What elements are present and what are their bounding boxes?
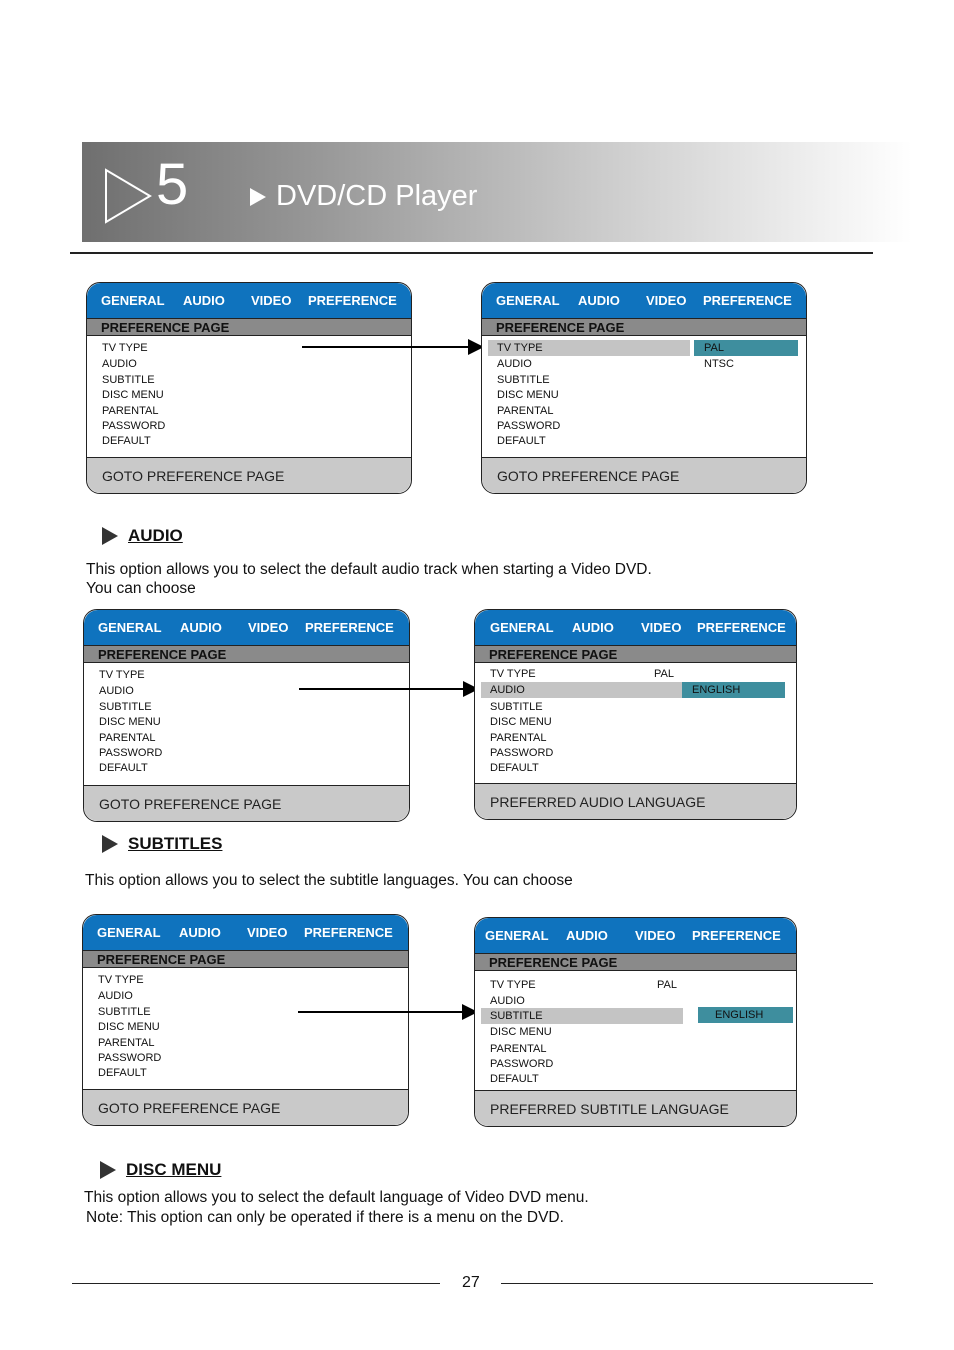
- arrow-subtitle: [298, 1011, 476, 1013]
- menu-item-parental[interactable]: PARENTAL: [490, 732, 547, 744]
- menu-item-subtitle[interactable]: SUBTITLE: [102, 374, 155, 386]
- page-number: 27: [462, 1274, 480, 1291]
- menu-item-tv-type[interactable]: TV TYPE: [490, 668, 536, 680]
- menu-item-password[interactable]: PASSWORD: [102, 420, 166, 432]
- tab-general[interactable]: GENERAL: [485, 928, 549, 943]
- menu-tabs: [87, 283, 411, 318]
- section-heading-disc-menu: DISC MENU: [100, 1160, 221, 1180]
- tab-audio[interactable]: AUDIO: [179, 925, 221, 940]
- option-ntsc[interactable]: NTSC: [704, 358, 734, 370]
- menu-item-disc-menu[interactable]: DISC MENU: [490, 1026, 552, 1038]
- tv-type-value: PAL: [657, 979, 677, 991]
- menu-item-disc-menu[interactable]: DISC MENU: [102, 389, 164, 401]
- menu-item-default[interactable]: DEFAULT: [490, 1073, 539, 1085]
- tab-general[interactable]: GENERAL: [490, 620, 554, 635]
- section-heading-audio: AUDIO: [102, 526, 183, 546]
- chapter-title: [250, 180, 477, 213]
- play-icon: [102, 835, 118, 853]
- page-header: PREFERENCE PAGE: [475, 645, 796, 663]
- footer-rule-left: [72, 1283, 440, 1284]
- menu-item-subtitle[interactable]: SUBTITLE: [497, 374, 550, 386]
- play-icon: [250, 188, 266, 206]
- tab-general[interactable]: GENERAL: [98, 620, 162, 635]
- menu-tv-left: [86, 282, 412, 494]
- chapter-header: [82, 142, 912, 242]
- menu-item-audio[interactable]: AUDIO: [98, 990, 133, 1002]
- menu-item-default[interactable]: DEFAULT: [497, 435, 546, 447]
- section-heading-subtitles: SUBTITLES: [102, 834, 222, 854]
- menu-tabs: [84, 610, 409, 645]
- page-header: PREFERENCE PAGE: [83, 950, 408, 968]
- menu-item-parental[interactable]: PARENTAL: [99, 732, 156, 744]
- option-pal-selected[interactable]: PAL: [694, 340, 798, 356]
- tab-audio[interactable]: AUDIO: [578, 293, 620, 308]
- menu-item-parental[interactable]: PARENTAL: [490, 1043, 547, 1055]
- tab-audio[interactable]: AUDIO: [566, 928, 608, 943]
- menu-item-disc-menu[interactable]: DISC MENU: [99, 716, 161, 728]
- menu-item-default[interactable]: DEFAULT: [98, 1067, 147, 1079]
- page-header: PREFERENCE PAGE: [475, 953, 796, 971]
- subtitles-description: This option allows you to select the subtitle languages. You can choose: [85, 872, 573, 889]
- tab-preference[interactable]: PREFERENCE: [697, 620, 786, 635]
- menu-item-password[interactable]: PASSWORD: [98, 1052, 162, 1064]
- menu-item-disc-menu[interactable]: DISC MENU: [497, 389, 559, 401]
- tab-preference[interactable]: PREFERENCE: [308, 293, 397, 308]
- menu-item-parental[interactable]: PARENTAL: [98, 1037, 155, 1049]
- tab-general[interactable]: GENERAL: [97, 925, 161, 940]
- play-icon: [102, 527, 118, 545]
- menu-item-subtitle[interactable]: SUBTITLE: [490, 701, 543, 713]
- menu-footer: GOTO PREFERENCE PAGE: [87, 457, 411, 493]
- menu-item-audio[interactable]: AUDIO: [490, 684, 525, 696]
- menu-subtitle-left: [82, 914, 409, 1126]
- menu-item-parental[interactable]: PARENTAL: [497, 405, 554, 417]
- footer-rule-right: [501, 1283, 873, 1284]
- tab-preference[interactable]: PREFERENCE: [305, 620, 394, 635]
- option-english-selected[interactable]: ENGLISH: [698, 1007, 793, 1023]
- page-header: PREFERENCE PAGE: [84, 645, 409, 663]
- tab-general[interactable]: GENERAL: [496, 293, 560, 308]
- tab-preference[interactable]: PREFERENCE: [703, 293, 792, 308]
- tab-video[interactable]: VIDEO: [248, 620, 289, 635]
- tab-audio[interactable]: AUDIO: [183, 293, 225, 308]
- page-header: PREFERENCE PAGE: [87, 318, 411, 336]
- menu-item-default[interactable]: DEFAULT: [102, 435, 151, 447]
- menu-audio-right: [474, 609, 797, 820]
- tab-video[interactable]: VIDEO: [251, 293, 292, 308]
- tv-type-value: PAL: [654, 668, 674, 680]
- menu-footer: GOTO PREFERENCE PAGE: [83, 1089, 408, 1125]
- menu-item-audio[interactable]: AUDIO: [497, 358, 532, 370]
- tab-preference[interactable]: PREFERENCE: [692, 928, 781, 943]
- menu-item-parental[interactable]: PARENTAL: [102, 405, 159, 417]
- arrow-tv: [302, 346, 482, 348]
- menu-item-subtitle[interactable]: SUBTITLE: [99, 701, 152, 713]
- audio-description-2: You can choose: [86, 580, 196, 597]
- menu-footer: PREFERRED AUDIO LANGUAGE: [475, 783, 796, 819]
- menu-tabs: [83, 915, 408, 950]
- menu-subtitle-right: [474, 917, 797, 1127]
- tab-audio[interactable]: AUDIO: [572, 620, 614, 635]
- tab-audio[interactable]: AUDIO: [180, 620, 222, 635]
- tab-video[interactable]: VIDEO: [247, 925, 288, 940]
- tab-video[interactable]: VIDEO: [641, 620, 682, 635]
- disc-menu-note: Note: This option can only be operated if there is a menu on the DVD.: [86, 1209, 564, 1226]
- chapter-number: 5: [156, 152, 189, 217]
- menu-item-password[interactable]: PASSWORD: [490, 1058, 554, 1070]
- menu-audio-left: [83, 609, 410, 822]
- menu-tabs: [482, 283, 806, 318]
- menu-footer: GOTO PREFERENCE PAGE: [482, 457, 806, 493]
- menu-item-disc-menu[interactable]: DISC MENU: [490, 716, 552, 728]
- menu-footer: GOTO PREFERENCE PAGE: [84, 785, 409, 821]
- tab-general[interactable]: GENERAL: [101, 293, 165, 308]
- menu-item-audio[interactable]: AUDIO: [102, 358, 137, 370]
- play-outline-icon: [104, 168, 154, 224]
- tab-video[interactable]: VIDEO: [635, 928, 676, 943]
- option-english-selected[interactable]: ENGLISH: [682, 682, 785, 698]
- disc-menu-description: This option allows you to select the default language of Video DVD menu.: [84, 1189, 589, 1206]
- menu-tabs: [475, 918, 796, 953]
- menu-item-tv-type[interactable]: TV TYPE: [497, 342, 543, 354]
- play-icon: [100, 1161, 116, 1179]
- menu-tv-right: [481, 282, 807, 494]
- menu-tabs: [475, 610, 796, 645]
- menu-item-default[interactable]: DEFAULT: [490, 762, 539, 774]
- tab-preference[interactable]: PREFERENCE: [304, 925, 393, 940]
- menu-item-tv-type[interactable]: TV TYPE: [98, 974, 144, 986]
- audio-description: This option allows you to select the default audio track when starting a Video DVD.: [86, 561, 652, 578]
- arrow-audio: [299, 688, 477, 690]
- menu-item-tv-type[interactable]: TV TYPE: [102, 342, 148, 354]
- menu-item-password[interactable]: PASSWORD: [490, 747, 554, 759]
- menu-item-subtitle[interactable]: SUBTITLE: [98, 1006, 151, 1018]
- page-header: PREFERENCE PAGE: [482, 318, 806, 336]
- menu-item-audio[interactable]: AUDIO: [99, 685, 134, 697]
- chapter-title-text: DVD/CD Player: [276, 180, 478, 212]
- menu-item-default[interactable]: DEFAULT: [99, 762, 148, 774]
- menu-item-password[interactable]: PASSWORD: [99, 747, 163, 759]
- menu-item-tv-type[interactable]: TV TYPE: [490, 979, 536, 991]
- tab-video[interactable]: VIDEO: [646, 293, 687, 308]
- header-divider: [70, 252, 873, 254]
- menu-item-password[interactable]: PASSWORD: [497, 420, 561, 432]
- menu-footer: PREFERRED SUBTITLE LANGUAGE: [475, 1090, 796, 1126]
- menu-item-subtitle[interactable]: SUBTITLE: [490, 1010, 543, 1022]
- menu-item-tv-type[interactable]: TV TYPE: [99, 669, 145, 681]
- menu-item-audio[interactable]: AUDIO: [490, 995, 525, 1007]
- menu-item-disc-menu[interactable]: DISC MENU: [98, 1021, 160, 1033]
